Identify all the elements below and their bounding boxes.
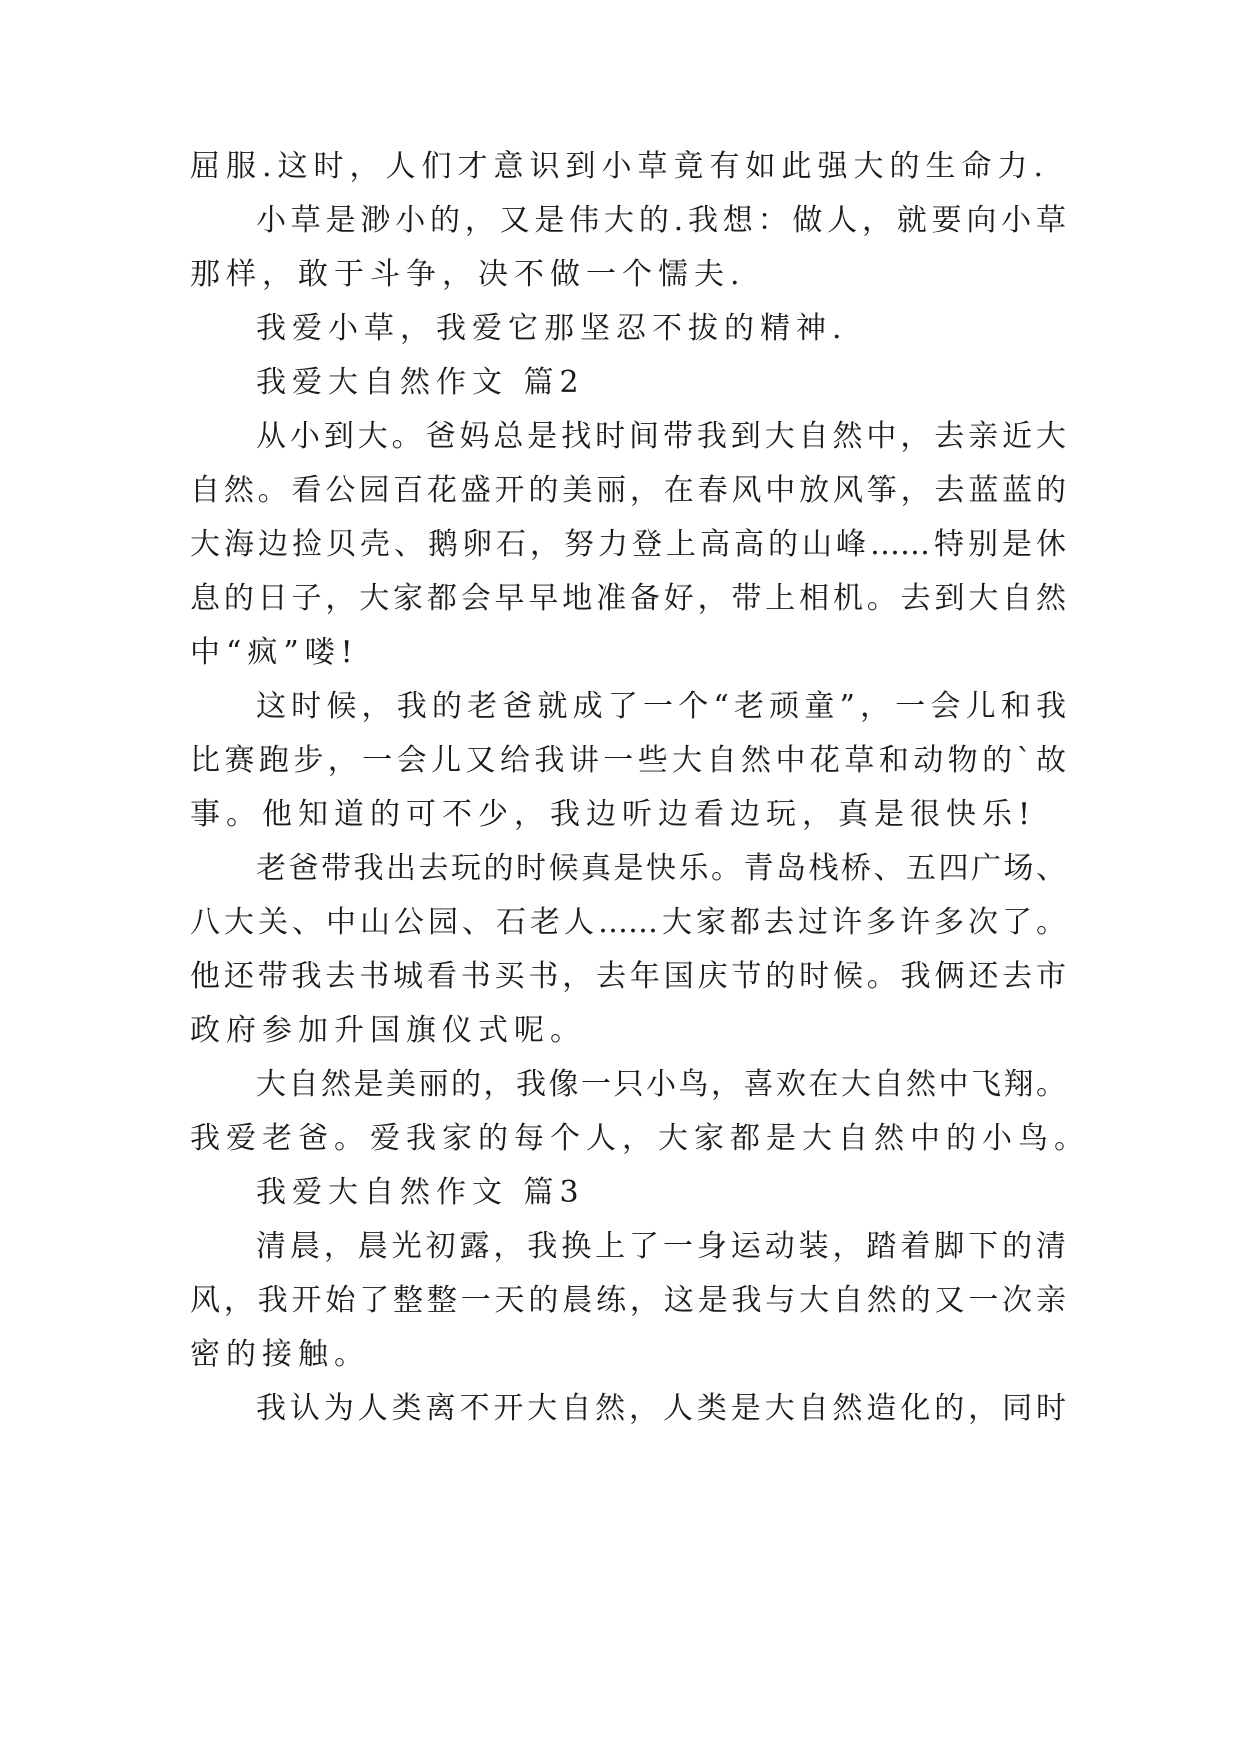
text-line: 我爱老爸。爱我家的每个人，大家都是大自然中的小鸟。 xyxy=(190,1121,1090,1156)
text-line: 大海边捡贝壳、鹅卵石，努力登上高高的山峰……特别是休 xyxy=(190,527,1066,562)
text-line: 小草是渺小的，又是伟大的.我想：做人，就要向小草 xyxy=(256,203,1066,238)
text-line: 清晨，晨光初露，我换上了一身运动装，踏着脚下的清 xyxy=(256,1229,1066,1264)
text-line: 事。他知道的可不少，我边听边看边玩，真是很快乐! xyxy=(190,797,1037,832)
text-line: 息的日子，大家都会早早地准备好，带上相机。去到大自然 xyxy=(190,581,1066,616)
text-line: 屈服.这时，人们才意识到小草竟有如此强大的生命力. xyxy=(190,149,1050,184)
text-line: 老爸带我出去玩的时候真是快乐。青岛栈桥、五四广场、 xyxy=(256,851,1066,886)
text-line: 那样，敢于斗争，决不做一个懦夫. xyxy=(190,257,746,292)
text-line: 我爱小草，我爱它那坚忍不拔的精神. xyxy=(256,311,848,346)
text-line: 比赛跑步，一会儿又给我讲一些大自然中花草和动物的`故 xyxy=(190,743,1066,778)
text-line: 我认为人类离不开大自然，人类是大自然造化的，同时 xyxy=(256,1391,1066,1426)
text-line: 密的接触。 xyxy=(190,1337,370,1372)
text-line: 政府参加升国旗仪式呢。 xyxy=(190,1013,586,1048)
text-line: 中“疯”喽! xyxy=(190,635,359,670)
text-line: 大自然是美丽的，我像一只小鸟，喜欢在大自然中飞翔。 xyxy=(256,1067,1066,1102)
section-heading: 我爱大自然作文 篇2 xyxy=(256,365,585,400)
text-line: 这时候，我的老爸就成了一个“老顽童”，一会儿和我 xyxy=(256,689,1066,724)
text-line: 从小到大。爸妈总是找时间带我到大自然中，去亲近大 xyxy=(256,419,1066,454)
text-line: 他还带我去书城看书买书，去年国庆节的时候。我俩还去市 xyxy=(190,959,1066,994)
text-line: 自然。看公园百花盛开的美丽，在春风中放风筝，去蓝蓝的 xyxy=(190,473,1066,508)
section-heading: 我爱大自然作文 篇3 xyxy=(256,1175,585,1210)
text-line: 风，我开始了整整一天的晨练，这是我与大自然的又一次亲 xyxy=(190,1283,1066,1318)
text-line: 八大关、中山公园、石老人……大家都去过许多许多次了。 xyxy=(190,905,1066,940)
